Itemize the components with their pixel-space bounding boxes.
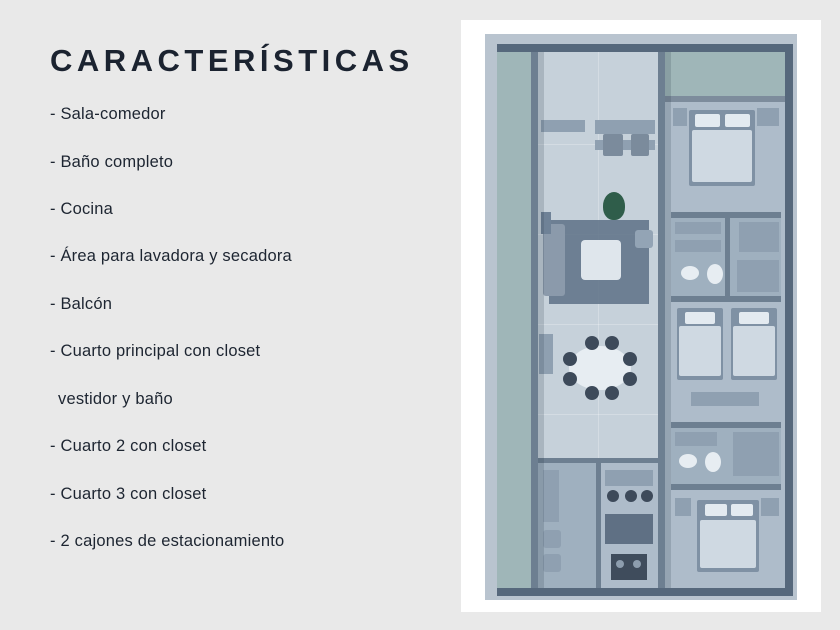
toilet	[705, 452, 721, 472]
pillow	[739, 312, 769, 324]
feature-item: - 2 cajones de estacionamiento	[50, 532, 285, 551]
floorplan-image	[485, 34, 797, 600]
bar-stool	[607, 490, 619, 502]
bar-stool	[641, 490, 653, 502]
dining-chair	[585, 336, 599, 350]
kitchen-counter	[605, 470, 653, 486]
feature-item: - Sala-comedor	[50, 105, 166, 124]
bed-right-sheets	[733, 326, 775, 376]
nightstand	[757, 108, 779, 126]
wall-shadow	[665, 52, 671, 588]
exterior-wall-top	[497, 44, 793, 52]
kitchen-appliance	[603, 134, 623, 156]
washer	[543, 530, 561, 548]
closet-shelf	[675, 432, 717, 446]
bar-stool	[625, 490, 637, 502]
balcony-area	[497, 52, 531, 588]
feature-item: - Balcón	[50, 294, 113, 313]
wall-shadow	[538, 52, 544, 588]
floorplan-panel	[461, 20, 821, 612]
feature-item: - Cuarto 2 con closet	[50, 437, 207, 456]
dining-chair	[623, 352, 637, 366]
exterior-wall-right	[785, 52, 793, 588]
interior-wall	[658, 52, 665, 588]
dining-chair	[585, 386, 599, 400]
feature-item: - Cuarto principal con closet	[50, 342, 261, 361]
closet-unit	[739, 222, 779, 252]
dining-chair	[605, 386, 619, 400]
feature-item: - Cuarto 3 con closet	[50, 484, 207, 503]
pillow	[705, 504, 727, 516]
feature-item: - Baño completo	[50, 152, 174, 171]
dining-chair	[605, 336, 619, 350]
nightstand	[761, 498, 779, 516]
kitchen-appliance	[631, 134, 649, 156]
bed-left-sheets	[679, 326, 721, 376]
dining-table	[569, 346, 631, 390]
pillow	[685, 312, 715, 324]
interior-wall	[725, 218, 730, 296]
dresser	[691, 392, 759, 406]
coffee-table	[581, 240, 621, 280]
side-table	[635, 230, 653, 248]
entry-console	[541, 120, 585, 132]
exterior-wall-bottom	[497, 588, 793, 596]
sink	[681, 266, 699, 280]
features-section	[50, 44, 440, 578]
dining-chair	[623, 372, 637, 386]
kitchen-island	[605, 514, 653, 544]
laundry-cabinet	[543, 470, 559, 522]
burner	[633, 560, 641, 568]
burner	[616, 560, 624, 568]
feature-item: vestidor y baño	[58, 389, 173, 408]
feature-item: - Cocina	[50, 199, 114, 218]
terrace-top	[665, 52, 785, 96]
plant	[603, 192, 625, 220]
dining-chair	[563, 372, 577, 386]
master-bed-sheets	[692, 130, 752, 182]
nightstand	[675, 498, 691, 516]
feature-item: - Área para lavadora y secadora	[50, 247, 292, 266]
closet-shelf	[675, 240, 721, 252]
closet-shelf	[675, 222, 721, 234]
nightstand	[673, 108, 687, 126]
page-title: CARACTERÍSTICAS	[50, 43, 414, 78]
dryer	[543, 554, 561, 572]
balcony-wall	[531, 52, 538, 588]
dining-chair	[563, 352, 577, 366]
shower	[737, 260, 779, 292]
shower	[733, 432, 779, 476]
kitchen-counter	[595, 120, 655, 134]
bed-3-sheets	[700, 520, 756, 568]
pillow	[695, 114, 720, 127]
pillow	[725, 114, 750, 127]
sofa-cushion	[547, 262, 561, 288]
sink	[679, 454, 697, 468]
toilet	[707, 264, 723, 284]
pillow	[731, 504, 753, 516]
